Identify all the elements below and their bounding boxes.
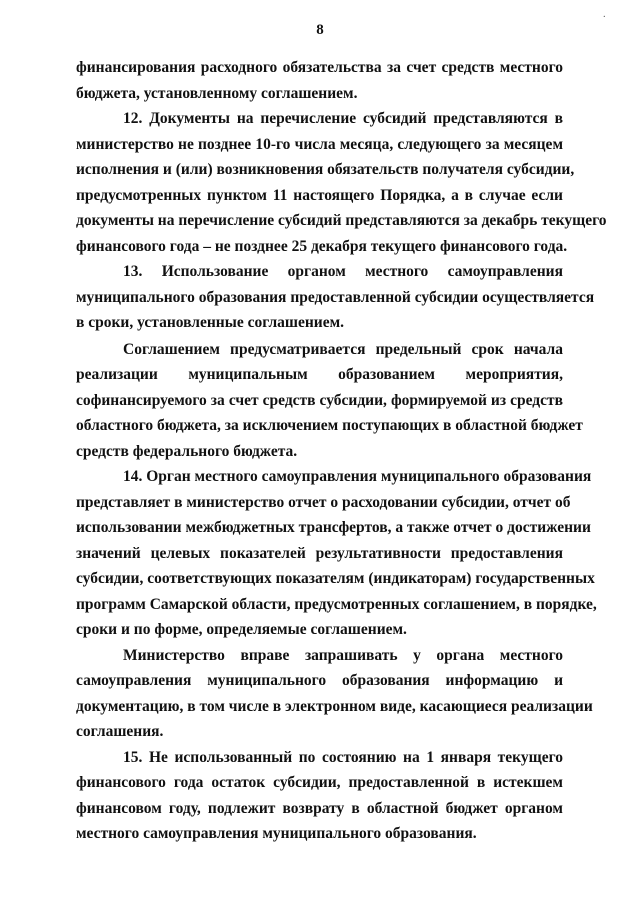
text-line: в сроки, установленные соглашением. [76,314,345,331]
text-line: сроки и по форме, определяемые соглашением. [76,621,407,638]
text-line: предусмотренных пунктом 11 настоящего Порядка, а в случае если [76,186,563,204]
text-line: использовании межбюджетных трансфертов, а также отчет о достижении [76,519,591,536]
text-line: финансового года – не позднее 25 декабря текущего финансового года. [76,237,568,255]
paragraph-item-15 [76,745,563,847]
paragraph-item-13 [76,259,595,336]
text-line: бюджета, установленному соглашением. [76,84,358,102]
text-line: документы на перечисление субсидий представляются за декабрь текущего [76,212,607,229]
text-line: соглашения. [76,723,164,740]
text-line: программ Самарской области, предусмотренных соглашением, в порядке, [76,595,597,613]
text-line: самоуправления муниципального образования информацию и [76,672,563,689]
text-line: областного бюджета, за исключением поступающих в областной бюджет [76,417,583,434]
paragraph-agreement-deadline [76,337,583,465]
text-line: 13. Использование органом местного самоуправления [123,263,563,280]
text-line: финансирования расходного обязательства за счет средств местного [76,59,563,76]
text-line: финансовом году, подлежит возврату в областной бюджет органом [76,799,563,817]
paragraph-continuation [76,55,563,106]
paragraph-ministry-rights [76,643,593,745]
paragraph-item-12 [76,106,607,259]
page-number: 8 [316,22,324,38]
text-line: документацию, в том числе в электронном виде, касающиеся реализации [76,697,593,715]
text-line: исполнения и (или) возникновения обязательств получателя субсидии, [76,161,575,178]
body-text [76,55,607,847]
text-line: представляет в министерство отчет о расходовании субсидии, отчет об [76,493,571,511]
text-line: 14. Орган местного самоуправления муниципального образования [123,468,592,485]
text-line: министерство не позднее 10-го числа месяца, следующего за месяцем [76,135,563,153]
text-line: субсидии, соответствующих показателям (индикаторам) государственных [76,570,595,587]
text-line: реализации муниципальным образованием мероприятия, [76,366,563,383]
text-line: муниципального образования предоставленной субсидии осуществляется [76,288,595,306]
text-line: финансового года остаток субсидии, предоставленной в истекшем [76,774,563,791]
text-line: местного самоуправления муниципального образования. [76,825,477,842]
paragraph-item-14 [76,464,597,643]
text-line: Министерство вправе запрашивать у органа местного [123,646,563,664]
text-line: Соглашением предусматривается предельный срок начала [123,340,563,358]
text-line: софинансируемого за счет средств субсидии, формируемой из средств [76,391,563,409]
scan-mark: · [602,12,606,23]
text-line: значений целевых показателей результативности предоставления [76,544,563,562]
text-line: средств федерального бюджета. [76,442,298,460]
text-line: 15. Не использованный по состоянию на 1 января текущего [123,748,563,766]
text-line: 12. Документы на перечисление субсидий представляются в [123,110,563,127]
